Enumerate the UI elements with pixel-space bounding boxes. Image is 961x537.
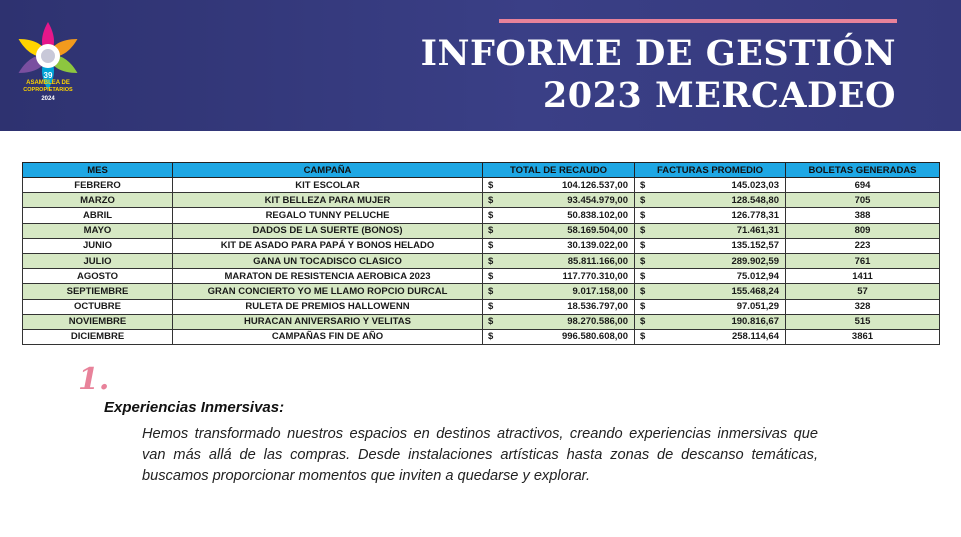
cell-campana: DADOS DE LA SUERTE (BONOS) — [173, 223, 483, 238]
table-row — [23, 193, 940, 208]
table-header-row — [23, 163, 940, 178]
currency-symbol: $ — [640, 240, 646, 252]
facturas-value: 126.778,31 — [731, 209, 779, 221]
cell-facturas — [635, 208, 786, 223]
cell-recaudo — [483, 269, 635, 284]
cell-mes: AGOSTO — [23, 269, 173, 284]
page-title — [421, 33, 896, 117]
title-line-1: INFORME DE GESTIÓN — [420, 33, 896, 74]
facturas-value: 97.051,29 — [736, 301, 779, 313]
currency-symbol: $ — [488, 240, 494, 252]
logo-number: 39 — [43, 71, 53, 80]
table-body — [23, 178, 940, 345]
cell-boletas: 328 — [786, 299, 940, 314]
recaudo-value: 85.811.166,00 — [567, 255, 628, 267]
cell-boletas: 388 — [786, 208, 940, 223]
cell-facturas — [635, 314, 786, 329]
table-row — [23, 284, 940, 299]
cell-boletas: 515 — [786, 314, 940, 329]
cell-boletas: 3861 — [786, 329, 940, 344]
recaudo-value: 996.580.608,00 — [561, 331, 628, 343]
currency-symbol: $ — [488, 316, 494, 328]
cell-boletas: 694 — [786, 178, 940, 193]
recaudo-value: 117.770.310,00 — [562, 270, 628, 282]
facturas-value: 75.012,94 — [736, 270, 779, 282]
facturas-value: 289.902,59 — [731, 255, 779, 267]
section-number: 1. — [78, 362, 110, 397]
recaudo-value: 58.169.504,00 — [567, 225, 628, 237]
cell-recaudo — [483, 284, 635, 299]
currency-symbol: $ — [640, 209, 646, 221]
accent-line — [499, 19, 897, 23]
cell-campana: CAMPAÑAS FIN DE AÑO — [173, 329, 483, 344]
cell-boletas: 809 — [786, 223, 940, 238]
campaign-table — [22, 162, 940, 345]
title-line-2: 2023 MERCADEO — [542, 75, 896, 116]
currency-symbol: $ — [488, 270, 494, 282]
cell-facturas — [635, 238, 786, 253]
recaudo-value: 50.838.102,00 — [567, 209, 628, 221]
campaign-table-wrapper — [22, 162, 939, 345]
currency-symbol: $ — [488, 194, 494, 206]
cell-mes: JULIO — [23, 253, 173, 268]
currency-symbol: $ — [640, 331, 646, 343]
col-header-boletas: BOLETAS GENERADAS — [786, 163, 940, 178]
cell-campana: MARATON DE RESISTENCIA AEROBICA 2023 — [173, 269, 483, 284]
facturas-value: 190.816,67 — [731, 316, 779, 328]
logo-year: 2024 — [41, 96, 55, 102]
table-row — [23, 299, 940, 314]
cell-facturas — [635, 178, 786, 193]
col-header-campana: CAMPAÑA — [173, 163, 483, 178]
col-header-facturas: FACTURAS PROMEDIO — [635, 163, 786, 178]
cell-mes: NOVIEMBRE — [23, 314, 173, 329]
cell-campana: GANA UN TOCADISCO CLASICO — [173, 253, 483, 268]
currency-symbol: $ — [640, 316, 646, 328]
cell-boletas: 57 — [786, 284, 940, 299]
cell-mes: MAYO — [23, 223, 173, 238]
cell-boletas: 1411 — [786, 269, 940, 284]
table-row — [23, 329, 940, 344]
currency-symbol: $ — [488, 301, 494, 313]
cell-campana: KIT DE ASADO PARA PAPÁ Y BONOS HELADO — [173, 238, 483, 253]
currency-symbol: $ — [488, 285, 494, 297]
cell-mes: SEPTIEMBRE — [23, 284, 173, 299]
cell-mes: MARZO — [23, 193, 173, 208]
logo-line1: ASAMBLEA DE — [26, 80, 70, 86]
cell-campana: HURACAN ANIVERSARIO Y VELITAS — [173, 314, 483, 329]
cell-recaudo — [483, 329, 635, 344]
currency-symbol: $ — [640, 285, 646, 297]
cell-recaudo — [483, 299, 635, 314]
currency-symbol: $ — [488, 179, 494, 191]
cell-recaudo — [483, 238, 635, 253]
cell-mes: JUNIO — [23, 238, 173, 253]
currency-symbol: $ — [488, 225, 494, 237]
cell-facturas — [635, 269, 786, 284]
cell-campana: KIT BELLEZA PARA MUJER — [173, 193, 483, 208]
logo-line2: COPROPIETARIOS — [23, 87, 73, 93]
table-row — [23, 314, 940, 329]
currency-symbol: $ — [488, 331, 494, 343]
cell-campana: RULETA DE PREMIOS HALLOWENN — [173, 299, 483, 314]
facturas-value: 71.461,31 — [736, 225, 779, 237]
currency-symbol: $ — [640, 179, 646, 191]
cell-mes: DICIEMBRE — [23, 329, 173, 344]
cell-mes: FEBRERO — [23, 178, 173, 193]
cell-facturas — [635, 284, 786, 299]
table-row — [23, 208, 940, 223]
cell-campana: REGALO TUNNY PELUCHE — [173, 208, 483, 223]
cell-recaudo — [483, 178, 635, 193]
table-row — [23, 253, 940, 268]
currency-symbol: $ — [640, 194, 646, 206]
cell-campana: GRAN CONCIERTO YO ME LLAMO ROPCIO DURCAL — [173, 284, 483, 299]
recaudo-value: 104.126.537,00 — [561, 179, 628, 191]
facturas-value: 155.468,24 — [731, 285, 779, 297]
currency-symbol: $ — [640, 270, 646, 282]
cell-recaudo — [483, 314, 635, 329]
cell-recaudo — [483, 208, 635, 223]
currency-symbol: $ — [640, 301, 646, 313]
cell-mes: OCTUBRE — [23, 299, 173, 314]
section-paragraph: Hemos transformado nuestros espacios en destinos atractivos, creando experiencias inmersivas que van más allá de las compras. Desde instalaciones artísticas hasta zonas de descanso temáticas, buscamos proporcionar momentos que inviten a quedarse y explorar. — [142, 426, 818, 484]
cell-recaudo — [483, 223, 635, 238]
cell-facturas — [635, 223, 786, 238]
table-row — [23, 178, 940, 193]
recaudo-value: 9.017.158,00 — [572, 285, 628, 297]
currency-symbol: $ — [640, 255, 646, 267]
recaudo-value: 93.454.979,00 — [567, 194, 628, 206]
table-row — [23, 269, 940, 284]
cell-facturas — [635, 193, 786, 208]
currency-symbol: $ — [488, 209, 494, 221]
cell-mes: ABRIL — [23, 208, 173, 223]
cell-boletas: 223 — [786, 238, 940, 253]
table-row — [23, 223, 940, 238]
cell-boletas: 705 — [786, 193, 940, 208]
cell-boletas: 761 — [786, 253, 940, 268]
col-header-mes: MES — [23, 163, 173, 178]
recaudo-value: 30.139.022,00 — [567, 240, 628, 252]
cell-campana: KIT ESCOLAR — [173, 178, 483, 193]
recaudo-value: 98.270.586,00 — [567, 316, 628, 328]
cell-facturas — [635, 253, 786, 268]
recaudo-value: 18.536.797,00 — [567, 301, 628, 313]
header-banner — [0, 0, 961, 131]
cell-recaudo — [483, 253, 635, 268]
cell-facturas — [635, 329, 786, 344]
facturas-value: 135.152,57 — [731, 240, 779, 252]
cell-facturas — [635, 299, 786, 314]
col-header-recaudo: TOTAL DE RECAUDO — [483, 163, 635, 178]
facturas-value: 258.114,64 — [731, 331, 779, 343]
currency-symbol: $ — [488, 255, 494, 267]
facturas-value: 128.548,80 — [731, 194, 779, 206]
table-row — [23, 238, 940, 253]
section-heading: Experiencias Inmersivas: — [104, 399, 285, 416]
cell-recaudo — [483, 193, 635, 208]
currency-symbol: $ — [640, 225, 646, 237]
facturas-value: 145.023,03 — [731, 179, 779, 191]
